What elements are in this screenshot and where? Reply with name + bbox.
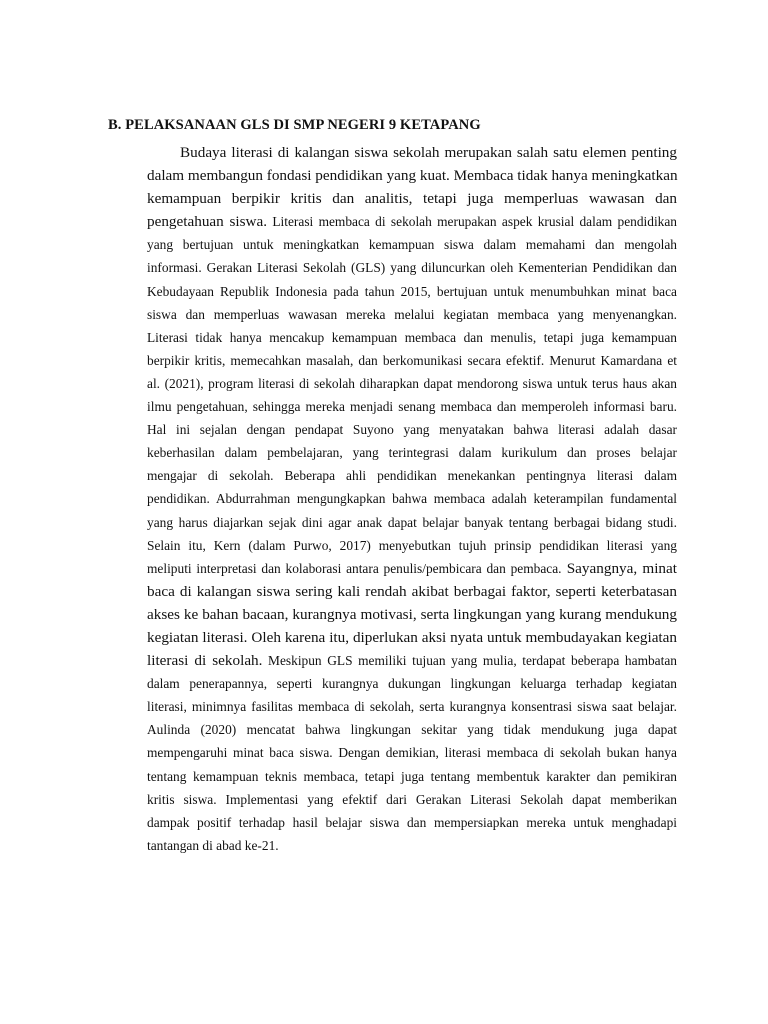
line-text: tentang kemampuan teknis membaca, tetapi juga tentang membentuk karakter dan pemikiran (147, 768, 677, 784)
section-heading: B. PELAKSANAAN GLS DI SMP NEGERI 9 KETAPANG (108, 117, 481, 133)
paragraph-line (147, 580, 677, 603)
paragraph-line (147, 418, 677, 441)
paragraph-line (147, 187, 677, 210)
line-text: pendidikan. Abdurrahman mengungkapkan bahwa membaca adalah keterampilan fundamental (147, 491, 677, 507)
line-text: literasi, minimnya fasilitas membaca di sekolah, serta kurangnya konsentrasi siswa saat belajar. (147, 699, 677, 715)
paragraph-line (147, 349, 677, 372)
line-text: kegiatan literasi. Oleh karena itu, diperlukan aksi nyata untuk membudayakan kegiatan (147, 628, 677, 646)
line-text: yang bertujuan untuk meningkatkan kemampuan siswa dalam memahami dan mengolah (147, 237, 677, 253)
paragraph-line (147, 441, 677, 464)
line-text: mengajar di sekolah. Beberapa ahli pendidikan menekankan pentingnya literasi dalam (147, 468, 677, 484)
paragraph-line (147, 395, 677, 418)
paragraph-line (147, 649, 677, 672)
paragraph-line (147, 303, 677, 326)
line-text: akses ke bahan bacaan, kurangnya motivasi, serta lingkungan yang kurang mendukung (147, 605, 677, 623)
line-text: mempengaruhi minat baca siswa. Dengan demikian, literasi membaca di sekolah bukan hanya (147, 745, 677, 761)
paragraph-line (147, 603, 677, 626)
line-segment-large: pengetahuan siswa. (147, 213, 268, 231)
line-text: ilmu pengetahuan, sehingga mereka menjadi senang membaca dan memperoleh informasi baru. (147, 399, 677, 415)
paragraph-line (147, 557, 677, 580)
paragraph-line (147, 672, 677, 695)
paragraph-line (147, 695, 677, 718)
body-paragraph (147, 141, 677, 857)
line-text: Aulinda (2020) mencatat bahwa lingkungan sekitar yang tidak mendukung juga dapat (147, 722, 677, 738)
paragraph-line (147, 233, 677, 256)
line-text: keberhasilan dalam pembelajaran, yang terintegrasi dalam kurikulum dan proses belajar (147, 445, 677, 461)
line-text: kritis siswa. Implementasi yang efektif dari Gerakan Literasi Sekolah dapat memberikan (147, 791, 677, 807)
paragraph-line (147, 464, 677, 487)
paragraph-line (147, 511, 677, 534)
paragraph-line (147, 626, 677, 649)
line-text: kemampuan berpikir kritis dan analitis, tetapi juga memperluas wawasan dan (147, 190, 677, 208)
paragraph-line (147, 326, 677, 349)
paragraph-line (147, 210, 677, 233)
line-text: Budaya literasi di kalangan siswa sekolah merupakan salah satu elemen penting (180, 144, 677, 161)
paragraph-line (147, 256, 677, 279)
line-segment-large: literasi di sekolah. (147, 652, 263, 670)
line-text: Hal ini sejalan dengan pendapat Suyono yang menyatakan bahwa literasi adalah dasar (147, 422, 677, 438)
line-text: dalam penerapannya, seperti kurangnya dukungan lingkungan keluarga terhadap kegiatan (147, 676, 677, 692)
paragraph-line (147, 811, 677, 834)
line-text: tantangan di abad ke-21. (147, 837, 279, 853)
paragraph-line (147, 164, 677, 187)
line-text: informasi. Gerakan Literasi Sekolah (GLS) yang diluncurkan oleh Kementerian Pendidikan dan (147, 260, 677, 276)
line-text: Literasi tidak hanya mencakup kemampuan membaca dan menulis, tetapi juga kemampuan (147, 329, 677, 345)
paragraph-line (147, 718, 677, 741)
line-segment-small: meliputi interpretasi dan kolaborasi antara penulis/pembicara dan pembaca. (147, 560, 562, 576)
line-text: dampak positif terhadap hasil belajar siswa dan mempersiapkan mereka untuk menghadapi (147, 814, 677, 830)
line-text: siswa dan memperluas wawasan mereka melalui kegiatan membaca yang menyenangkan. (147, 306, 677, 322)
paragraph-line (147, 788, 677, 811)
line-text: Selain itu, Kern (dalam Purwo, 2017) menyebutkan tujuh prinsip pendidikan literasi yang (147, 537, 677, 553)
line-text: baca di kalangan siswa sering kali rendah akibat berbagai faktor, seperti keterbatasan (147, 582, 677, 600)
line-segment-small: Literasi membaca di sekolah merupakan aspek krusial dalam pendidikan (267, 214, 677, 230)
line-text: berpikir kritis, memecahkan masalah, dan berkomunikasi secara efektif. Menurut Kamardana et (147, 352, 677, 368)
line-text: Kebudayaan Republik Indonesia pada tahun 2015, bertujuan untuk menumbuhkan minat baca (147, 283, 677, 299)
line-segment-small: Meskipun GLS memiliki tujuan yang mulia, terdapat beberapa hambatan (262, 653, 677, 669)
paragraph-line (147, 372, 677, 395)
line-text: al. (2021), program literasi di sekolah diharapkan dapat mendorong siswa untuk terus haus akan (147, 375, 677, 391)
paragraph-line (147, 141, 677, 164)
paragraph-line (147, 534, 677, 557)
line-text: yang harus diajarkan sejak dini agar anak dapat belajar banyak tentang berbagai bidang studi. (147, 514, 677, 530)
paragraph-line (147, 280, 677, 303)
paragraph-line (147, 741, 677, 764)
paragraph-line (147, 487, 677, 510)
line-text: dalam membangun fondasi pendidikan yang kuat. Membaca tidak hanya meningkatkan (147, 167, 678, 185)
line-segment-large: Sayangnya, minat (561, 559, 677, 577)
paragraph-line (147, 834, 677, 857)
paragraph-line (147, 765, 677, 788)
